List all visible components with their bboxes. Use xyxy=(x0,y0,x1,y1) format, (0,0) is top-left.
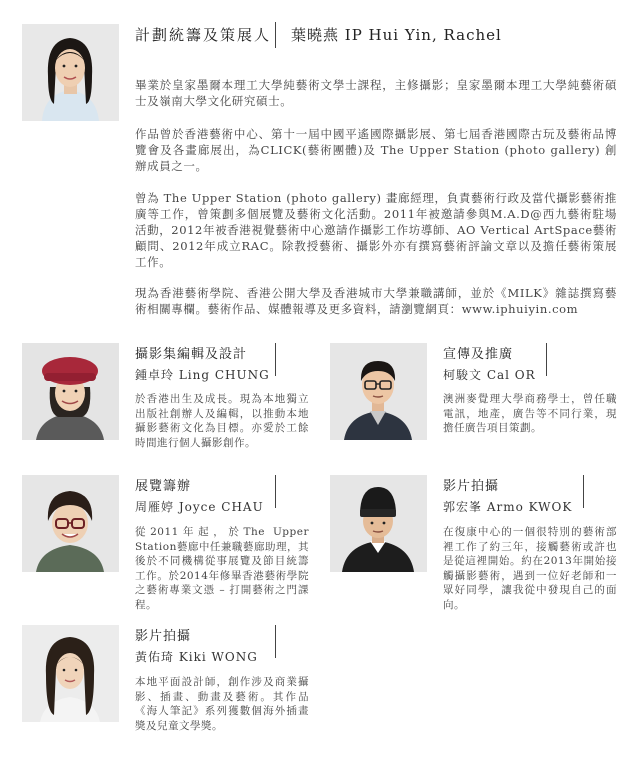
lead-paragraph-1: 畢業於皇家墨爾本理工大學純藝術文學士課程，主修攝影；皇家墨爾本理工大學純藝術碩士及嶺南大學文化研究碩士。 xyxy=(135,78,617,108)
member-bio-armo-kwok: 在復康中心的一個很特別的藝術部裡工作了約三年，接觸藝術或許也是從這裡開始。約在2013年開始接觸攝影藝術，遇到一位好老師和一眾好同學，讓我從中發現自己的面向。 xyxy=(443,526,617,611)
lead-divider xyxy=(275,22,276,48)
member-role: 宣傳及推廣 xyxy=(443,347,514,362)
member-header-armo-kwok xyxy=(443,475,572,515)
lead-role: 計劃統籌及策展人 xyxy=(135,26,272,44)
lead-portrait xyxy=(22,24,119,121)
member-role: 影片拍攝 xyxy=(135,629,192,644)
lead-paragraph-2: 作品曾於香港藝術中心、第十一屆中國平遙國際攝影展、第七屆香港國際古玩及藝術品博覽會及各畫廊展出，為CLICK(藝術團體)及 The Upper Station (photo gallery) 創辦成員之一。 xyxy=(135,127,617,173)
member-bio-ling-chung: 於香港出生及成長。現為本地獨立出版社創辦人及編輯，以推動本地攝影藝術文化為目標。亦愛於工餘時間進行個人攝影創作。 xyxy=(135,393,309,449)
member-divider xyxy=(546,343,547,376)
member-divider xyxy=(275,475,276,508)
lead-paragraph-3: 曾為 The Upper Station (photo gallery) 畫廊經理，負責藝術行政及當代攝影藝術推廣等工作，曾策劃多個展覽及藝術文化活動。2011年被邀請參與M.A.D@西九藝術駐場活動，2012年被香港視覺藝術中心邀請作攝影工作坊導師、AO Vertical ArtSpace藝術顧問、2012年成立RAC。除教授藝術、攝影外亦有撰寫藝術評論文章以及擔任藝術策展工作。 xyxy=(135,191,617,269)
member-role: 展覽籌辦 xyxy=(135,479,192,494)
member-header-cal-or xyxy=(443,343,536,383)
member-divider xyxy=(275,343,276,376)
member-header-ling-chung xyxy=(135,343,270,383)
member-portrait-cal-or xyxy=(330,343,427,440)
member-divider xyxy=(583,475,584,508)
member-name: 柯駿文 Cal OR xyxy=(443,368,536,382)
member-portrait-ling-chung xyxy=(22,343,119,440)
member-role: 影片拍攝 xyxy=(443,479,500,494)
member-role: 攝影集編輯及設計 xyxy=(135,347,248,362)
member-portrait-joyce-chau xyxy=(22,475,119,572)
member-name: 周雁婷 Joyce CHAU xyxy=(135,500,264,514)
member-bio-cal-or: 澳洲麥覺理大學商務學士，曾任職電訊，地產，廣告等不同行業，現擔任廣告項目策劃。 xyxy=(443,393,617,435)
member-bio-kiki-wong: 本地平面設計師，創作涉及商業攝影、插畫、動畫及藝術。其作品《海人筆記》系列獲數個海外插畫獎及兒童文學獎。 xyxy=(135,676,309,732)
member-name: 郭宏峯 Armo KWOK xyxy=(443,500,573,514)
member-header-joyce-chau xyxy=(135,475,264,515)
member-header-kiki-wong xyxy=(135,625,258,665)
member-bio-joyce-chau: 從2011年起，於The Upper Station藝廊中任兼職藝廊助理，其後於不同機構從事展覽及節目統籌工作。於2014年修畢香港藝術學院之藝術專業文憑 – 打開藝術之門課程。 xyxy=(135,526,309,611)
member-portrait-kiki-wong xyxy=(22,625,119,722)
lead-paragraph-4: 現為香港藝術學院、香港公開大學及香港城市大學兼職講師，並於《MILK》雜誌撰寫藝術相關專欄。藝術作品、媒體報導及更多資料，請瀏覽網頁：www.iphuiyin.com xyxy=(135,286,617,316)
lead-name: 葉曉燕 IP Hui Yin, Rachel xyxy=(291,26,502,44)
member-divider xyxy=(275,625,276,658)
member-portrait-armo-kwok xyxy=(330,475,427,572)
member-name: 鍾卓玲 Ling CHUNG xyxy=(135,368,270,382)
member-name: 黃佑琦 Kiki WONG xyxy=(135,650,258,664)
